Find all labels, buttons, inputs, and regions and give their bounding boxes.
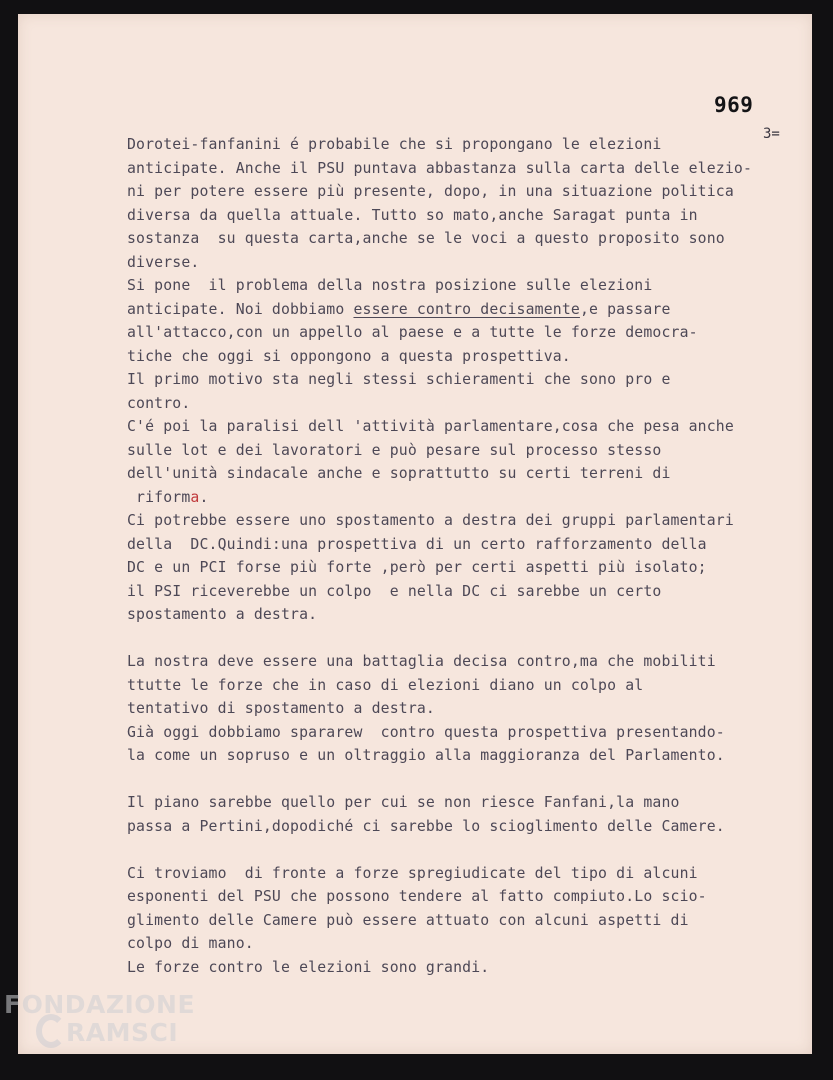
document-body (127, 133, 807, 979)
text-segment: . (199, 488, 209, 506)
paragraph-gap (127, 627, 807, 651)
text-line-with-red-letter (127, 486, 807, 510)
text-line: sulle lot e dei lavoratori e può pesare sul processo stesso (127, 441, 662, 459)
text-line: dell'unità sindacale anche e soprattutto su certi terreni di (127, 465, 671, 482)
handwritten-page-mark: 3= (763, 126, 780, 142)
text-line: C'é poi la paralisi dell 'attività parlamentare,cosa che pesa anche (127, 418, 734, 435)
fondazione-gramsci-watermark (2, 988, 222, 1072)
text-line: diverse. (127, 253, 200, 271)
paragraph-gap (127, 768, 807, 792)
text-line: esponenti del PSU che possono tendere al fatto compiuto.Lo scio- (127, 888, 707, 905)
text-line: Il primo motivo sta negli stessi schieramenti che sono pro e (127, 371, 671, 388)
text-line: all'attacco,con un appello al paese e a tutte le forze democra- (127, 324, 698, 341)
paragraph-gap (127, 838, 807, 862)
text-line: Si pone il problema della nostra posizione sulle elezioni (127, 277, 653, 294)
text-line: La nostra deve essere una battaglia decisa contro,ma che mobiliti (127, 653, 716, 670)
text-line: diversa da quella attuale. Tutto so mato,anche Saragat punta in (127, 206, 698, 224)
text-line: Ci potrebbe essere uno spostamento a destra dei gruppi parlamentari (127, 512, 734, 529)
text-line: ni per potere essere più presente, dopo, in una situazione politica (127, 183, 734, 200)
text-segment: anticipate. Noi dobbiamo (127, 300, 354, 318)
text-segment: riform (127, 488, 191, 506)
text-line: il PSI riceverebbe un colpo e nella DC ci sarebbe un certo (127, 582, 662, 600)
text-line: contro. (127, 394, 191, 412)
text-line: della DC.Quindi:una prospettiva di un certo rafforzamento della (127, 535, 707, 553)
text-line: anticipate. Anche il PSU puntava abbastanza sulla carta delle elezio- (127, 159, 753, 177)
watermark-g-logo-icon (36, 1014, 66, 1048)
page-number: 969 (714, 93, 754, 117)
text-line: DC e un PCI forse più forte ,però per certi aspetti più isolato; (127, 559, 707, 576)
text-line: Il piano sarebbe quello per cui se non riesce Fanfani,la mano (127, 794, 680, 811)
red-typed-letter: a (190, 488, 200, 506)
text-line: Dorotei-fanfanini é probabile che si propongano le elezioni (127, 136, 662, 153)
text-segment: ,e passare (579, 300, 671, 318)
watermark-line-1: FONDAZIONE (4, 990, 196, 1019)
text-line: la come un sopruso e un oltraggio alla maggioranza del Parlamento. (127, 747, 725, 764)
text-line: Ci troviamo di fronte a forze spregiudicate del tipo di alcuni (127, 864, 698, 882)
text-line-with-underline (127, 298, 807, 322)
underlined-phrase: essere contro decisamente (353, 300, 580, 318)
text-line: tiche che oggi si oppongono a questa prospettiva. (127, 347, 571, 365)
text-line: passa a Pertini,dopodiché ci sarebbe lo scioglimento delle Camere. (127, 817, 725, 835)
text-line: Già oggi dobbiamo spararew contro questa prospettiva presentando- (127, 723, 725, 741)
text-line: spostamento a destra. (127, 606, 318, 623)
text-line: Le forze contro le elezioni sono grandi. (127, 958, 490, 976)
text-line: sostanza su questa carta,anche se le voci a questo proposito sono (127, 230, 725, 247)
text-line: glimento delle Camere può essere attuato con alcuni aspetti di (127, 911, 689, 929)
watermark-line-2: RAMSCI (66, 1018, 179, 1047)
text-line: tentativo di spostamento a destra. (127, 700, 435, 717)
text-line: colpo di mano. (127, 935, 254, 952)
text-line: ttutte le forze che in caso di elezioni diano un colpo al (127, 676, 644, 694)
